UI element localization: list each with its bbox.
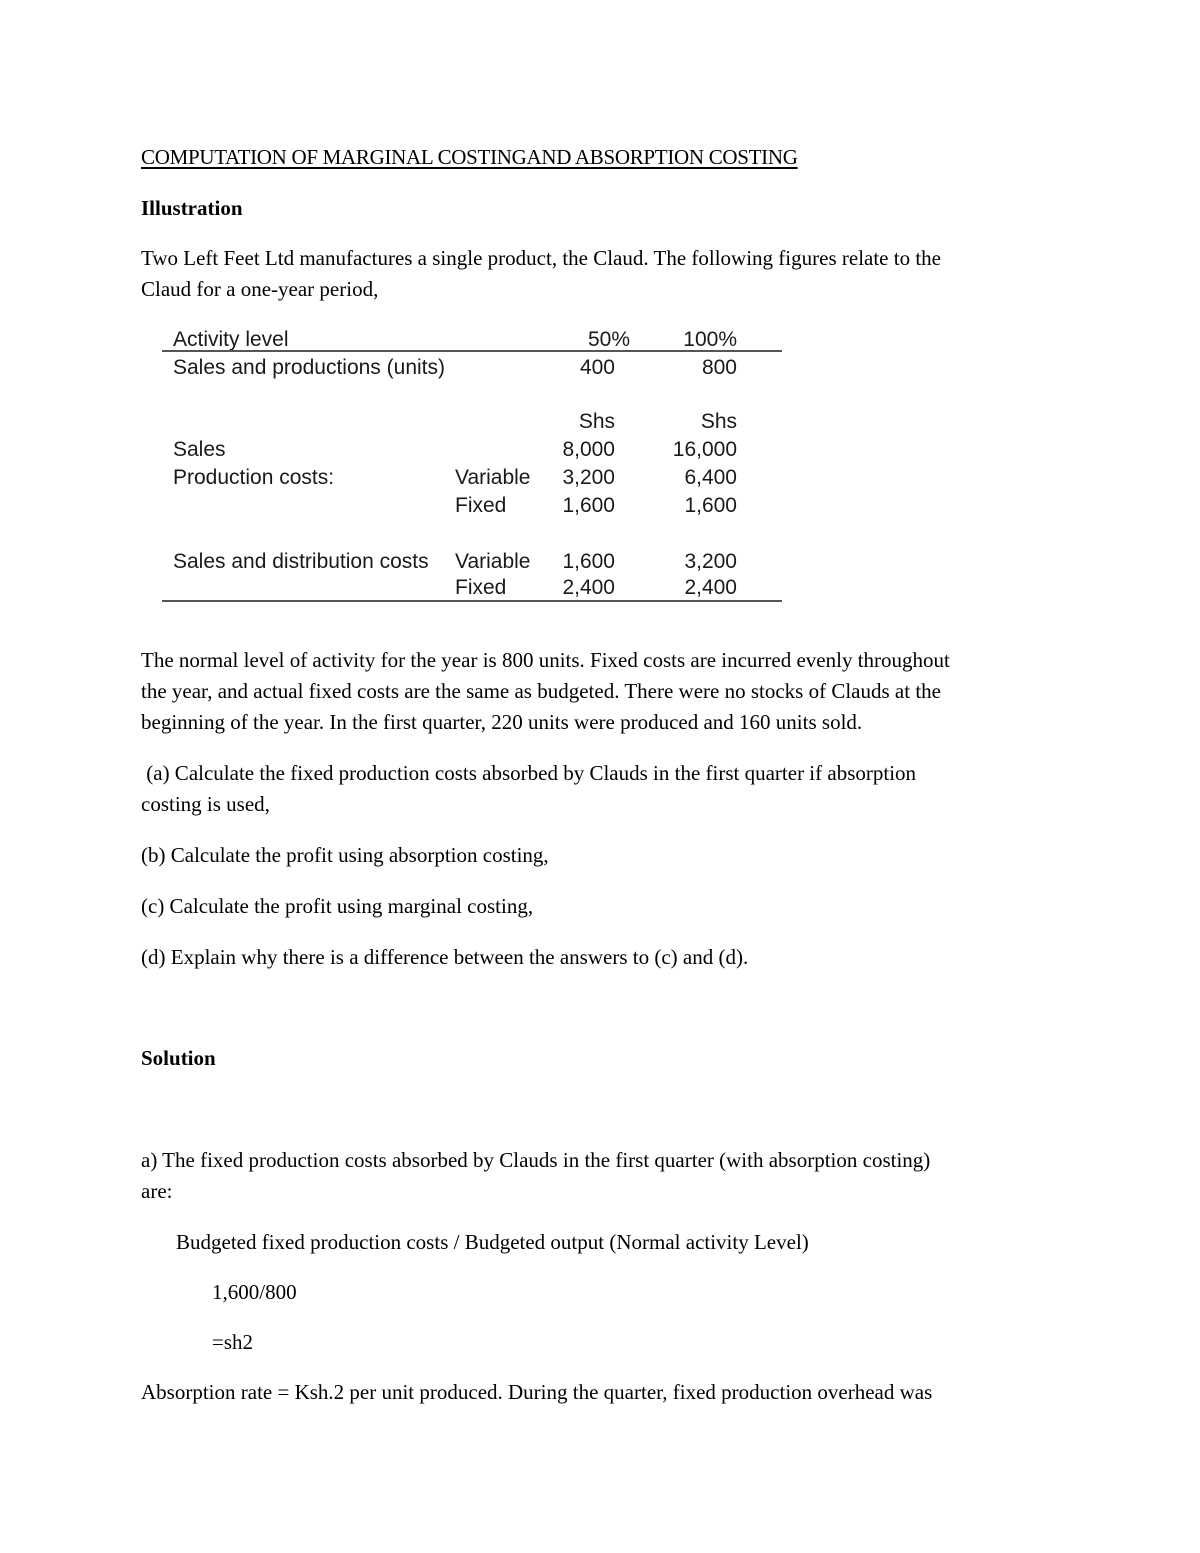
question-d: (d) Explain why there is a difference between the answers to (c) and (d). — [141, 945, 749, 969]
illustration-heading: Illustration — [141, 196, 243, 220]
intro-line-1: Two Left Feet Ltd manufactures a single product, the Claud. The following figures relate to the — [141, 246, 941, 270]
table-row-sales — [162, 436, 782, 464]
intro-line-2: Claud for a one-year period, — [141, 277, 379, 301]
question-a-line-2: costing is used, — [141, 792, 270, 816]
distribution-label: Sales and distribution costs — [173, 550, 429, 573]
table-row-distribution-variable — [162, 548, 782, 576]
formula-line: Budgeted fixed production costs / Budgeted output (Normal activity Level) — [176, 1230, 809, 1254]
table-bottom-rule — [162, 600, 782, 602]
header-label: Activity level — [173, 328, 289, 351]
distribution-variable-sub: Variable — [455, 550, 531, 573]
table-row-currency — [162, 408, 782, 436]
absorption-rate-line: Absorption rate = Ksh.2 per unit produced. During the quarter, fixed production overhead was — [141, 1380, 933, 1404]
paragraph-line-2: the year, and actual fixed costs are the same as budgeted. There were no stocks of Clauds at the — [141, 679, 941, 703]
table-header-rule — [162, 350, 782, 352]
paragraph-line-1: The normal level of activity for the year is 800 units. Fixed costs are incurred evenly throughout — [141, 648, 950, 672]
sales-col-2: 16,000 — [672, 438, 737, 461]
production-variable-sub: Variable — [455, 466, 531, 489]
calculation-line: 1,600/800 — [212, 1280, 297, 1304]
header-col-1: 50% — [587, 328, 630, 351]
units-col-1: 400 — [579, 356, 615, 379]
table-row-production-variable — [162, 464, 782, 492]
result-line: =sh2 — [212, 1330, 254, 1354]
distribution-fixed-col-2: 2,400 — [684, 576, 737, 599]
production-fixed-sub: Fixed — [455, 494, 507, 517]
solution-a-line-2: are: — [141, 1179, 173, 1203]
production-fixed-col-2: 1,600 — [684, 494, 737, 517]
header-col-2: 100% — [683, 328, 737, 351]
table-row-distribution-fixed — [162, 574, 782, 602]
solution-heading: Solution — [141, 1046, 216, 1070]
distribution-variable-col-1: 1,600 — [562, 550, 615, 573]
sales-label: Sales — [173, 438, 226, 461]
table-row-units — [162, 354, 782, 382]
table-row-production-fixed — [162, 492, 782, 520]
paragraph-line-3: beginning of the year. In the first quarter, 220 units were produced and 160 units sold. — [141, 710, 863, 734]
distribution-variable-col-2: 3,200 — [684, 550, 737, 573]
question-b: (b) Calculate the profit using absorption costing, — [141, 843, 549, 867]
question-a-line-1: (a) Calculate the fixed production costs absorbed by Clauds in the first quarter if absorption — [141, 761, 917, 785]
production-label: Production costs: — [173, 466, 335, 489]
units-label: Sales and productions (units) — [173, 356, 445, 379]
distribution-fixed-sub: Fixed — [455, 576, 507, 599]
currency-col-1: Shs — [578, 410, 615, 433]
question-c: (c) Calculate the profit using marginal costing, — [141, 894, 534, 918]
distribution-fixed-col-1: 2,400 — [562, 576, 615, 599]
sales-col-1: 8,000 — [562, 438, 615, 461]
units-col-2: 800 — [701, 356, 737, 379]
currency-col-2: Shs — [700, 410, 737, 433]
solution-a-line-1: a) The fixed production costs absorbed by Clauds in the first quarter (with absorption costing) — [141, 1148, 931, 1172]
production-variable-col-2: 6,400 — [684, 466, 737, 489]
production-fixed-col-1: 1,600 — [562, 494, 615, 517]
document-title: COMPUTATION OF MARGINAL COSTINGAND ABSORPTION COSTING — [141, 145, 798, 169]
production-variable-col-1: 3,200 — [562, 466, 615, 489]
